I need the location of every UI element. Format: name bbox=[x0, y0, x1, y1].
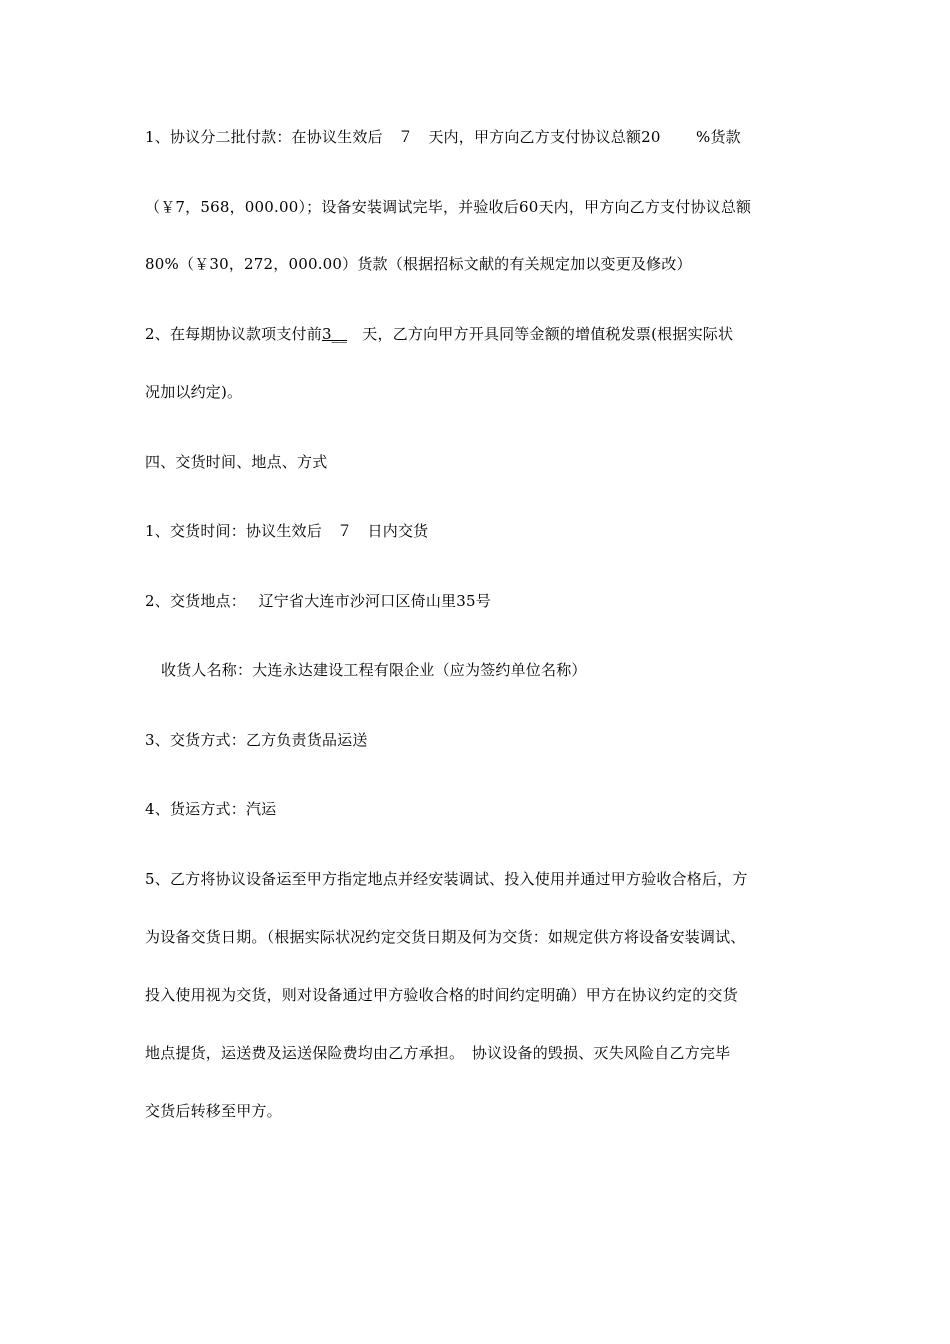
section-4-heading: 四、交货时间、地点、方式 bbox=[145, 453, 328, 471]
delivery-method: 3、交货方式：乙方负责货品运送 bbox=[145, 731, 368, 749]
consignee-name: 收货人名称：大连永达建设工程有限企业（应为签约单位名称） bbox=[161, 661, 587, 679]
payment-item-1-line-1: 1、协议分二批付款：在协议生效后 ７ 天内，甲方向乙方支付协议总额20 %货款 bbox=[145, 128, 741, 146]
payment-item-2-line-2: 况加以约定)。 bbox=[145, 383, 243, 401]
payment-item-2-days: 3__ bbox=[321, 325, 348, 343]
payment-item-1-line-3: 80%（￥30，272，000.00）货款（根据招标文献的有关规定加以变更及修改） bbox=[145, 255, 692, 273]
delivery-item-5-line-3: 投入使用视为交货，则对设备通过甲方验收合格的时间约定明确）甲方在协议约定的交货 bbox=[145, 986, 738, 1004]
delivery-item-5-line-4: 地点提货，运送费及运送保险费均由乙方承担。 协议设备的毁损、灭失风险自乙方完毕 bbox=[145, 1044, 731, 1062]
payment-item-1-line-2: （￥7，568，000.00）；设备安装调试完毕，并验收后60天内，甲方向乙方支付协议总额 bbox=[145, 198, 752, 216]
transport-method: 4、货运方式：汽运 bbox=[145, 800, 277, 818]
payment-item-2-prefix: 2、在每期协议款项支付前 bbox=[145, 325, 322, 343]
delivery-item-5-line-2: 为设备交货日期。（根据实际状况约定交货日期及何为交货：如规定供方将设备安装调试、 bbox=[145, 928, 746, 946]
payment-item-2-line-1 bbox=[145, 324, 733, 344]
payment-item-2-suffix: 天，乙方向甲方开具同等金额的增值税发票(根据实际状 bbox=[347, 325, 734, 343]
delivery-time: 1、交货时间：协议生效后 ７ 日内交货 bbox=[145, 522, 429, 540]
delivery-place: 2、交货地点： 辽宁省大连市沙河口区倚山里35号 bbox=[145, 592, 491, 610]
delivery-item-5-line-1: 5、乙方将协议设备运至甲方指定地点并经安装调试、投入使用并通过甲方验收合格后，方 bbox=[145, 870, 748, 888]
delivery-item-5-line-5: 交货后转移至甲方。 bbox=[145, 1102, 282, 1120]
